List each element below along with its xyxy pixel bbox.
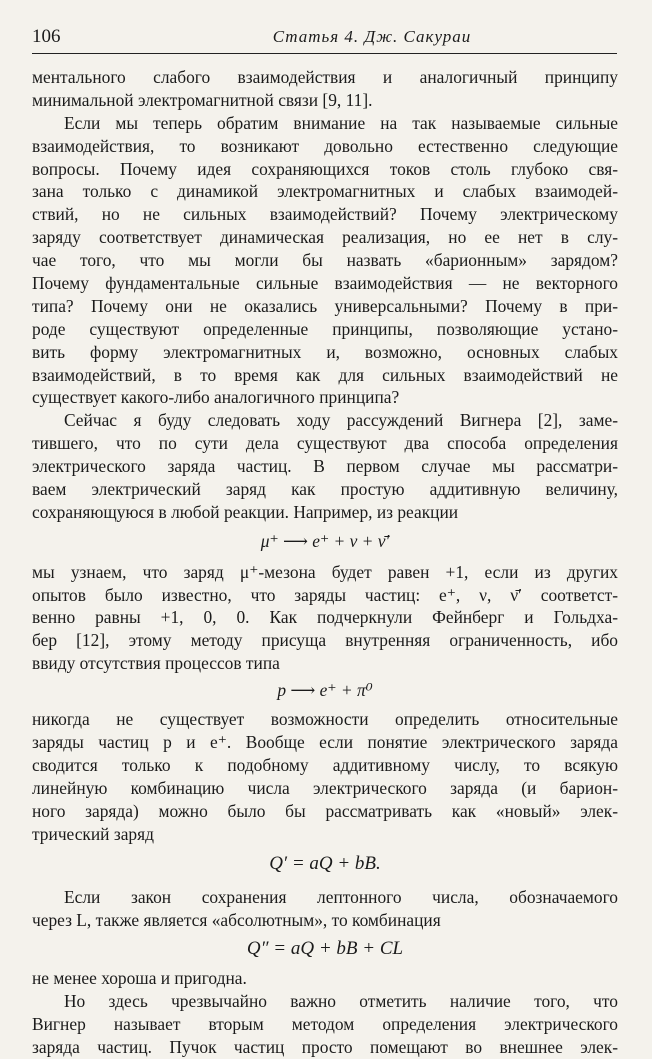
text-line: вить форму электромагнитных и, возможно, основных слабых <box>32 341 618 362</box>
text-line: не менее хороша и пригодна. <box>32 967 247 988</box>
text-line: Почему фундаментальные сильные взаимодействия — не векторного <box>32 273 618 294</box>
text-line: никогда не существует возможности определить относительные <box>32 709 618 730</box>
text-line: сохраняющуюся в любой реакции. Например, из реакции <box>32 501 459 522</box>
text-line: роде существуют определенные принципы, позволяющие устано- <box>32 318 618 339</box>
text-line: через L, также является «абсолютным», то комбинация <box>32 910 441 931</box>
text-line: ваем электрический заряд как простую аддитивную величину, <box>32 479 618 500</box>
text-line: ментального слабого взаимодействия и аналогичный принципу <box>32 67 618 87</box>
text-line: заряды частиц p и e⁺. Вообще если понятие электрического заряда <box>32 731 618 752</box>
text-line: бер [12], этому методу присуща внутренняя ограниченность, ибо <box>32 630 618 651</box>
body-text <box>32 66 618 1059</box>
text-line: ного заряда) можно было бы рассматривать как «новый» элек- <box>32 800 618 821</box>
text-line: Если мы теперь обратим внимание на так называемые сильные <box>64 112 618 133</box>
text-line: взаимодействий, в то время как для сильных взаимодействий не <box>32 364 618 385</box>
text-line: чае того, что мы могли бы назвать «барионным» зарядом? <box>32 250 618 271</box>
text-line: ввиду отсутствия процессов типа <box>32 653 280 674</box>
text-line: Вигнер называет вторым методом определения электрического <box>32 1013 618 1034</box>
text-line: заряду соответствует динамическая реализация, но ее нет в слу- <box>32 227 618 248</box>
header-rule <box>32 53 617 54</box>
text-line: заряда частиц. Пучок частиц просто помещают во внешнее элек- <box>32 1036 618 1057</box>
text-line: венно равны +1, 0, 0. Как подчеркнули Фейнберг и Гольдха- <box>32 607 618 628</box>
running-header <box>32 26 622 48</box>
text-line: линейную комбинацию числа электрического заряда (и барион- <box>32 777 618 798</box>
text-line: мы узнаем, что заряд μ⁺-мезона будет равен +1, если из других <box>32 561 618 582</box>
text-line: взаимодействия, то возникают довольно естественно следующие <box>32 135 618 156</box>
formula-line: Q′ = aQ + bB. <box>269 853 381 875</box>
text-line: сводится только к подобному аддитивному числу, то всякую <box>32 754 618 775</box>
formula-line: μ⁺ ⟶ e⁺ + ν + ν̄′ <box>260 530 390 551</box>
page-number: 106 <box>32 26 61 47</box>
text-line: вопросы. Почему идея сохраняющихся токов столь глубоко свя- <box>32 158 618 179</box>
formula-line: Q″ = aQ + bB + CL <box>246 938 404 960</box>
text-line: существует какого-либо аналогичного принципа? <box>32 387 400 408</box>
text-line: Если закон сохранения лептонного числа, обозначаемого <box>64 887 618 908</box>
text-line: зана только с динамикой электромагнитных и слабых взаимодей- <box>32 181 618 202</box>
text-line: тившего, что по сути дела существуют два способа определения <box>32 433 618 454</box>
text-line: Сейчас я буду следовать ходу рассуждений Вигнера [2], заме- <box>64 410 618 431</box>
text-line: Но здесь чрезвычайно важно отметить наличие того, что <box>64 990 618 1011</box>
text-line: электрического заряда частиц. В первом случае мы рассматри- <box>32 456 618 477</box>
text-line: минимальной электромагнитной связи [9, 11]. <box>32 89 373 110</box>
formula-line: p ⟶ e⁺ + π⁰ <box>277 680 373 701</box>
text-line: типа? Почему они не оказались универсальными? Почему в при- <box>32 295 618 316</box>
text-line: трический заряд <box>32 823 154 844</box>
text-line: опытов было известно, что заряды частиц: e⁺, ν, ν̄′ соответст- <box>32 584 618 605</box>
text-line: ствий, но не сильных взаимодействий? Почему электрическому <box>32 204 618 225</box>
running-title: Статья 4. Дж. Сакураи <box>272 27 472 46</box>
